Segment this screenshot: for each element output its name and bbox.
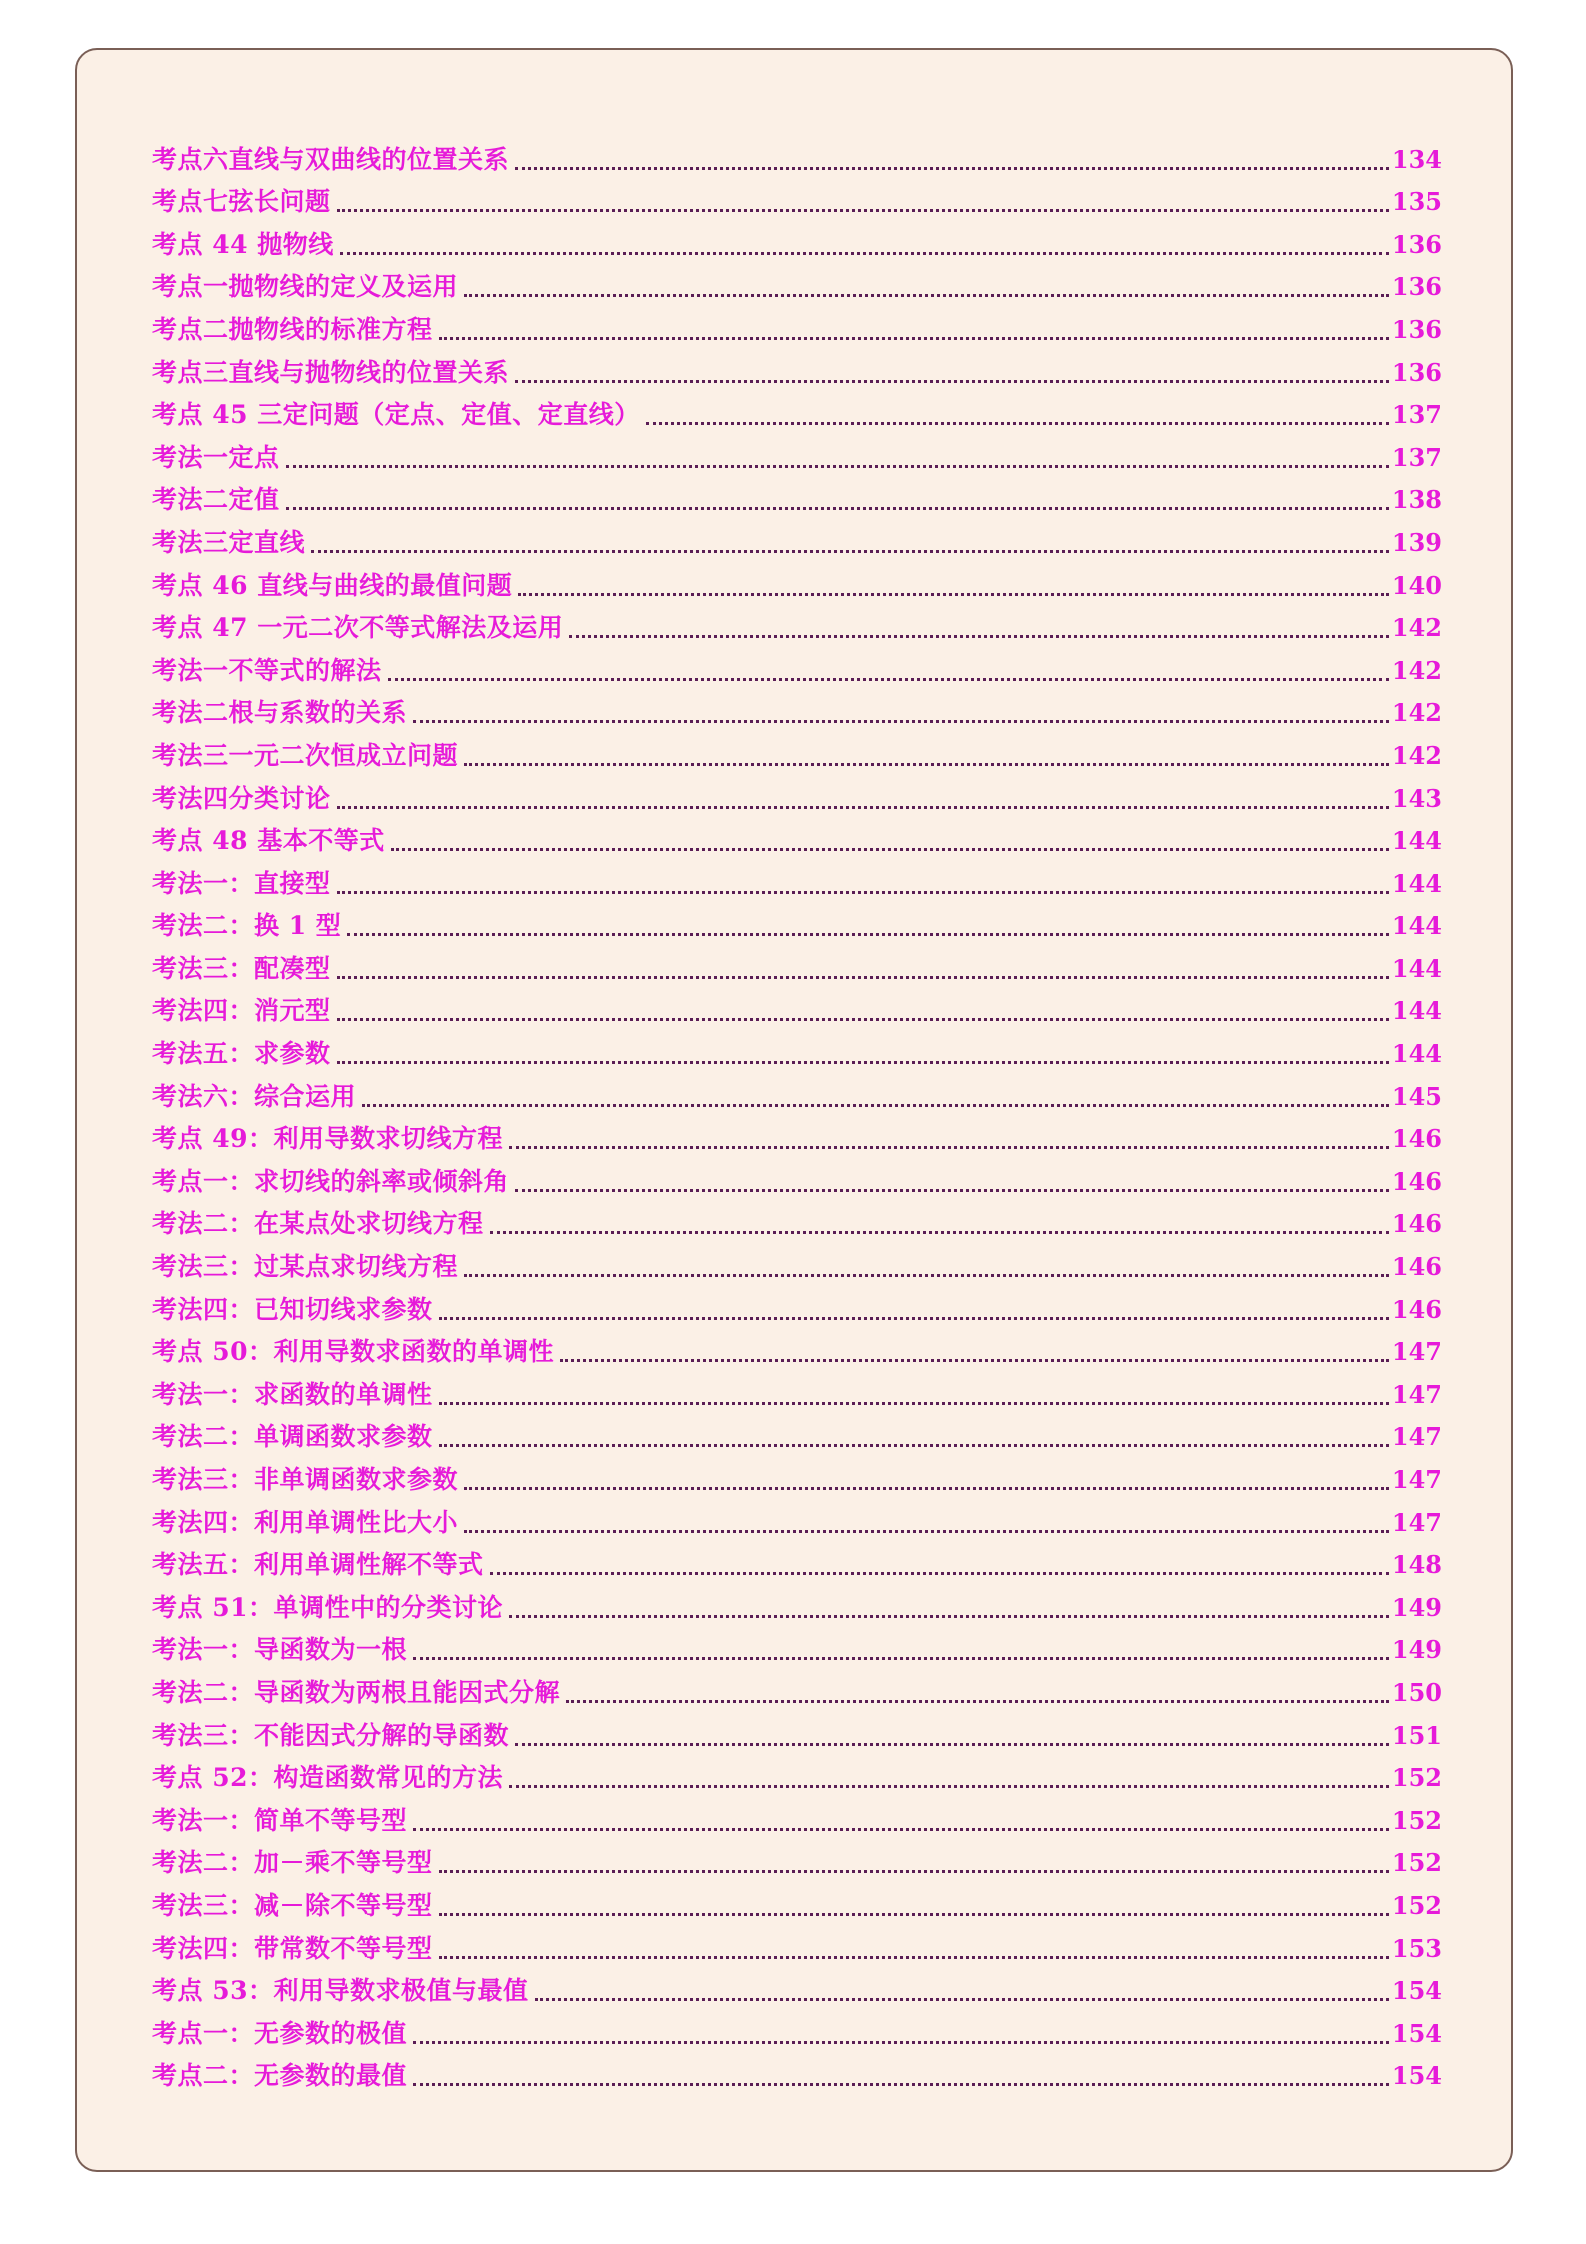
toc-entry-title: 考法三：配凑型 — [152, 953, 331, 983]
toc-entry-page-number: 138 — [1391, 485, 1442, 515]
toc-entry-title: 考法二：换 1 型 — [152, 911, 342, 941]
toc-entry-title: 考法二定值 — [152, 485, 280, 515]
toc-entry-page-number: 145 — [1391, 1081, 1442, 1111]
toc-entry-page-number: 150 — [1391, 1677, 1442, 1707]
toc-entry-title: 考点三直线与抛物线的位置关系 — [152, 357, 510, 387]
toc-entry-title: 考法一：直接型 — [152, 868, 331, 898]
toc-entry-page-number: 152 — [1391, 1848, 1442, 1878]
toc-dot-leader — [337, 1010, 1389, 1021]
toc-entry[interactable] — [152, 772, 1442, 815]
toc-dot-leader — [286, 457, 1389, 468]
toc-dot-leader — [535, 1990, 1389, 2001]
toc-entry[interactable] — [152, 857, 1442, 900]
toc-entry[interactable] — [152, 133, 1442, 176]
toc-dot-leader — [391, 840, 1389, 851]
toc-entry[interactable] — [152, 1027, 1442, 1070]
toc-entry-page-number: 137 — [1391, 400, 1442, 430]
toc-entry[interactable] — [152, 1113, 1442, 1156]
toc-entry-title: 考法五：利用单调性解不等式 — [152, 1550, 484, 1580]
toc-entry[interactable] — [152, 559, 1442, 602]
toc-dot-leader — [464, 1479, 1389, 1490]
toc-entry[interactable] — [152, 1240, 1442, 1283]
toc-entry-title: 考法五：求参数 — [152, 1039, 331, 1069]
toc-entry-page-number: 144 — [1391, 1039, 1442, 1069]
toc-entry-page-number: 148 — [1391, 1550, 1442, 1580]
toc-entry-page-number: 142 — [1391, 613, 1442, 643]
toc-entry-title: 考点七弦长问题 — [152, 187, 331, 217]
toc-entry-page-number: 136 — [1391, 314, 1442, 344]
toc-entry-page-number: 146 — [1391, 1166, 1442, 1196]
toc-entry[interactable] — [152, 346, 1442, 389]
toc-dot-leader — [439, 1862, 1389, 1873]
toc-entry-page-number: 144 — [1391, 953, 1442, 983]
toc-entry-title: 考点 46 直线与曲线的最值问题 — [152, 570, 513, 600]
toc-dot-leader — [337, 883, 1389, 894]
toc-entry[interactable] — [152, 1709, 1442, 1752]
toc-entry[interactable] — [152, 176, 1442, 219]
toc-entry[interactable] — [152, 1368, 1442, 1411]
toc-entry-title: 考法二：单调函数求参数 — [152, 1422, 433, 1452]
toc-dot-leader — [413, 1649, 1389, 1660]
toc-entry-title: 考法四分类讨论 — [152, 783, 331, 813]
toc-dot-leader — [509, 1777, 1389, 1788]
toc-entry-page-number: 134 — [1391, 144, 1442, 174]
toc-dot-leader — [464, 755, 1389, 766]
toc-entry-page-number: 151 — [1391, 1720, 1442, 1750]
toc-entry[interactable] — [152, 2007, 1442, 2050]
toc-entry-title: 考点二抛物线的标准方程 — [152, 314, 433, 344]
toc-dot-leader — [337, 968, 1389, 979]
toc-entry[interactable] — [152, 1666, 1442, 1709]
toc-entry[interactable] — [152, 644, 1442, 687]
toc-dot-leader — [518, 585, 1389, 596]
toc-entry[interactable] — [152, 1837, 1442, 1880]
toc-entry-page-number: 149 — [1391, 1635, 1442, 1665]
toc-entry[interactable] — [152, 602, 1442, 645]
toc-entry-title: 考法四：已知切线求参数 — [152, 1294, 433, 1324]
toc-entry[interactable] — [152, 261, 1442, 304]
toc-dot-leader — [646, 414, 1389, 425]
toc-entry-page-number: 147 — [1391, 1379, 1442, 1409]
toc-entry[interactable] — [152, 1070, 1442, 1113]
toc-entry-page-number: 139 — [1391, 527, 1442, 557]
toc-entry-title: 考点 45 三定问题（定点、定值、定直线） — [152, 400, 640, 430]
toc-entry[interactable] — [152, 1326, 1442, 1369]
toc-dot-leader — [464, 286, 1389, 297]
toc-entry[interactable] — [152, 1453, 1442, 1496]
toc-entry-title: 考法一：求函数的单调性 — [152, 1379, 433, 1409]
toc-entry[interactable] — [152, 729, 1442, 772]
toc-dot-leader — [340, 244, 1389, 255]
toc-dot-leader — [569, 627, 1389, 638]
toc-entry[interactable] — [152, 1581, 1442, 1624]
toc-dot-leader — [439, 1309, 1389, 1320]
toc-entry[interactable] — [152, 1794, 1442, 1837]
toc-entry-page-number: 136 — [1391, 229, 1442, 259]
toc-entry[interactable] — [152, 2050, 1442, 2093]
toc-entry-title: 考法四：消元型 — [152, 996, 331, 1026]
toc-entry-title: 考法二：加－乘不等号型 — [152, 1848, 433, 1878]
toc-entry-page-number: 146 — [1391, 1124, 1442, 1154]
toc-entry-page-number: 152 — [1391, 1763, 1442, 1793]
toc-entry-title: 考法三一元二次恒成立问题 — [152, 740, 459, 770]
toc-entry-title: 考点六直线与双曲线的位置关系 — [152, 144, 510, 174]
toc-entry[interactable] — [152, 942, 1442, 985]
toc-dot-leader — [362, 1096, 1389, 1107]
toc-entry-page-number: 144 — [1391, 996, 1442, 1026]
toc-entry-page-number: 137 — [1391, 442, 1442, 472]
toc-entry[interactable] — [152, 474, 1442, 517]
toc-dot-leader — [464, 1522, 1389, 1533]
toc-entry-title: 考点二：无参数的最值 — [152, 2061, 408, 2091]
toc-entry-title: 考点一抛物线的定义及运用 — [152, 272, 459, 302]
toc-entry[interactable] — [152, 1198, 1442, 1241]
toc-entry[interactable] — [152, 1539, 1442, 1582]
toc-dot-leader — [439, 329, 1389, 340]
toc-entry-title: 考法二根与系数的关系 — [152, 698, 408, 728]
toc-entry[interactable] — [152, 516, 1442, 559]
toc-dot-leader — [515, 159, 1389, 170]
toc-entry-title: 考法一定点 — [152, 442, 280, 472]
toc-entry-page-number: 144 — [1391, 868, 1442, 898]
toc-entry[interactable] — [152, 1496, 1442, 1539]
toc-entry[interactable] — [152, 389, 1442, 432]
toc-dot-leader — [490, 1564, 1389, 1575]
toc-entry[interactable] — [152, 218, 1442, 261]
toc-dot-leader — [439, 1948, 1389, 1959]
toc-entry-page-number: 153 — [1391, 1933, 1442, 1963]
toc-dot-leader — [388, 670, 1389, 681]
toc-dot-leader — [464, 1266, 1389, 1277]
toc-entry-title: 考点 53：利用导数求极值与最值 — [152, 1976, 529, 2006]
toc-entry[interactable] — [152, 687, 1442, 730]
toc-entry-page-number: 146 — [1391, 1252, 1442, 1282]
toc-entry[interactable] — [152, 1411, 1442, 1454]
toc-dot-leader — [515, 1181, 1389, 1192]
toc-entry[interactable] — [152, 1155, 1442, 1198]
toc-entry[interactable] — [152, 1624, 1442, 1667]
toc-entry-page-number: 149 — [1391, 1592, 1442, 1622]
toc-entry-title: 考法四：带常数不等号型 — [152, 1933, 433, 1963]
toc-entry[interactable] — [152, 303, 1442, 346]
table-of-contents — [152, 133, 1442, 2092]
toc-dot-leader — [286, 499, 1389, 510]
toc-dot-leader — [311, 542, 1389, 553]
toc-entry[interactable] — [152, 900, 1442, 943]
toc-dot-leader — [337, 201, 1389, 212]
toc-entry-page-number: 144 — [1391, 911, 1442, 941]
toc-entry-title: 考点一：求切线的斜率或倾斜角 — [152, 1166, 510, 1196]
toc-dot-leader — [413, 712, 1389, 723]
toc-entry-page-number: 142 — [1391, 655, 1442, 685]
toc-entry[interactable] — [152, 1965, 1442, 2008]
toc-entry-title: 考法一：简单不等号型 — [152, 1805, 408, 1835]
toc-entry[interactable] — [152, 815, 1442, 858]
toc-entry[interactable] — [152, 1752, 1442, 1795]
toc-entry-title: 考点 50：利用导数求函数的单调性 — [152, 1337, 554, 1367]
toc-entry-title: 考点 49：利用导数求切线方程 — [152, 1124, 503, 1154]
toc-entry[interactable] — [152, 431, 1442, 474]
toc-entry-title: 考点 51：单调性中的分类讨论 — [152, 1592, 503, 1622]
toc-entry-page-number: 135 — [1391, 187, 1442, 217]
toc-entry-page-number: 142 — [1391, 698, 1442, 728]
toc-entry-page-number: 147 — [1391, 1465, 1442, 1494]
toc-dot-leader — [509, 1607, 1389, 1618]
toc-dot-leader — [560, 1351, 1389, 1362]
toc-entry[interactable] — [152, 1879, 1442, 1922]
toc-entry[interactable] — [152, 1922, 1442, 1965]
toc-entry-title: 考法一不等式的解法 — [152, 655, 382, 685]
toc-entry-title: 考法一：导函数为一根 — [152, 1635, 408, 1665]
toc-entry-title: 考点 48 基本不等式 — [152, 826, 385, 856]
toc-dot-leader — [439, 1905, 1389, 1916]
toc-entry-page-number: 152 — [1391, 1805, 1442, 1835]
toc-dot-leader — [509, 1138, 1389, 1149]
toc-dot-leader — [439, 1394, 1389, 1405]
toc-entry-page-number: 147 — [1391, 1422, 1442, 1452]
toc-entry-title: 考法六：综合运用 — [152, 1081, 357, 1111]
toc-entry-title: 考法四：利用单调性比大小 — [152, 1507, 459, 1537]
toc-entry[interactable] — [152, 1283, 1442, 1326]
toc-dot-leader — [337, 798, 1389, 809]
toc-entry-page-number: 146 — [1391, 1294, 1442, 1324]
toc-dot-leader — [413, 2033, 1389, 2044]
toc-entry-page-number: 147 — [1391, 1507, 1442, 1537]
toc-entry-page-number: 140 — [1391, 570, 1442, 600]
toc-entry-title: 考点 44 抛物线 — [152, 229, 334, 259]
toc-entry-title: 考法三：非单调函数求参数 — [152, 1465, 459, 1494]
toc-entry[interactable] — [152, 985, 1442, 1028]
toc-entry-title: 考点一：无参数的极值 — [152, 2018, 408, 2048]
toc-entry-title: 考点 52：构造函数常见的方法 — [152, 1763, 503, 1793]
toc-dot-leader — [413, 1820, 1389, 1831]
toc-entry-title: 考法三：过某点求切线方程 — [152, 1252, 459, 1282]
toc-entry-title: 考点 47 一元二次不等式解法及运用 — [152, 613, 564, 643]
toc-entry-page-number: 146 — [1391, 1209, 1442, 1239]
toc-entry-title: 考法三：不能因式分解的导函数 — [152, 1720, 510, 1750]
toc-entry-title: 考法三：减－除不等号型 — [152, 1890, 433, 1920]
toc-dot-leader — [337, 1053, 1389, 1064]
toc-entry-page-number: 152 — [1391, 1890, 1442, 1920]
toc-dot-leader — [490, 1223, 1389, 1234]
toc-entry-title: 考法二：在某点处求切线方程 — [152, 1209, 484, 1239]
toc-entry-page-number: 136 — [1391, 357, 1442, 387]
toc-entry-page-number: 144 — [1391, 826, 1442, 856]
toc-dot-leader — [515, 372, 1389, 383]
toc-dot-leader — [439, 1436, 1389, 1447]
toc-entry-page-number: 154 — [1391, 2061, 1442, 2091]
toc-entry-page-number: 154 — [1391, 2018, 1442, 2048]
toc-entry-page-number: 154 — [1391, 1976, 1442, 2006]
toc-dot-leader — [347, 925, 1389, 936]
toc-entry-page-number: 142 — [1391, 740, 1442, 770]
toc-entry-page-number: 143 — [1391, 783, 1442, 813]
toc-entry-title: 考法二：导函数为两根且能因式分解 — [152, 1677, 561, 1707]
toc-dot-leader — [413, 2075, 1389, 2086]
toc-dot-leader — [515, 1735, 1389, 1746]
toc-entry-title: 考法三定直线 — [152, 527, 306, 557]
toc-entry-page-number: 147 — [1391, 1337, 1442, 1367]
toc-entry-page-number: 136 — [1391, 272, 1442, 302]
toc-dot-leader — [566, 1692, 1389, 1703]
